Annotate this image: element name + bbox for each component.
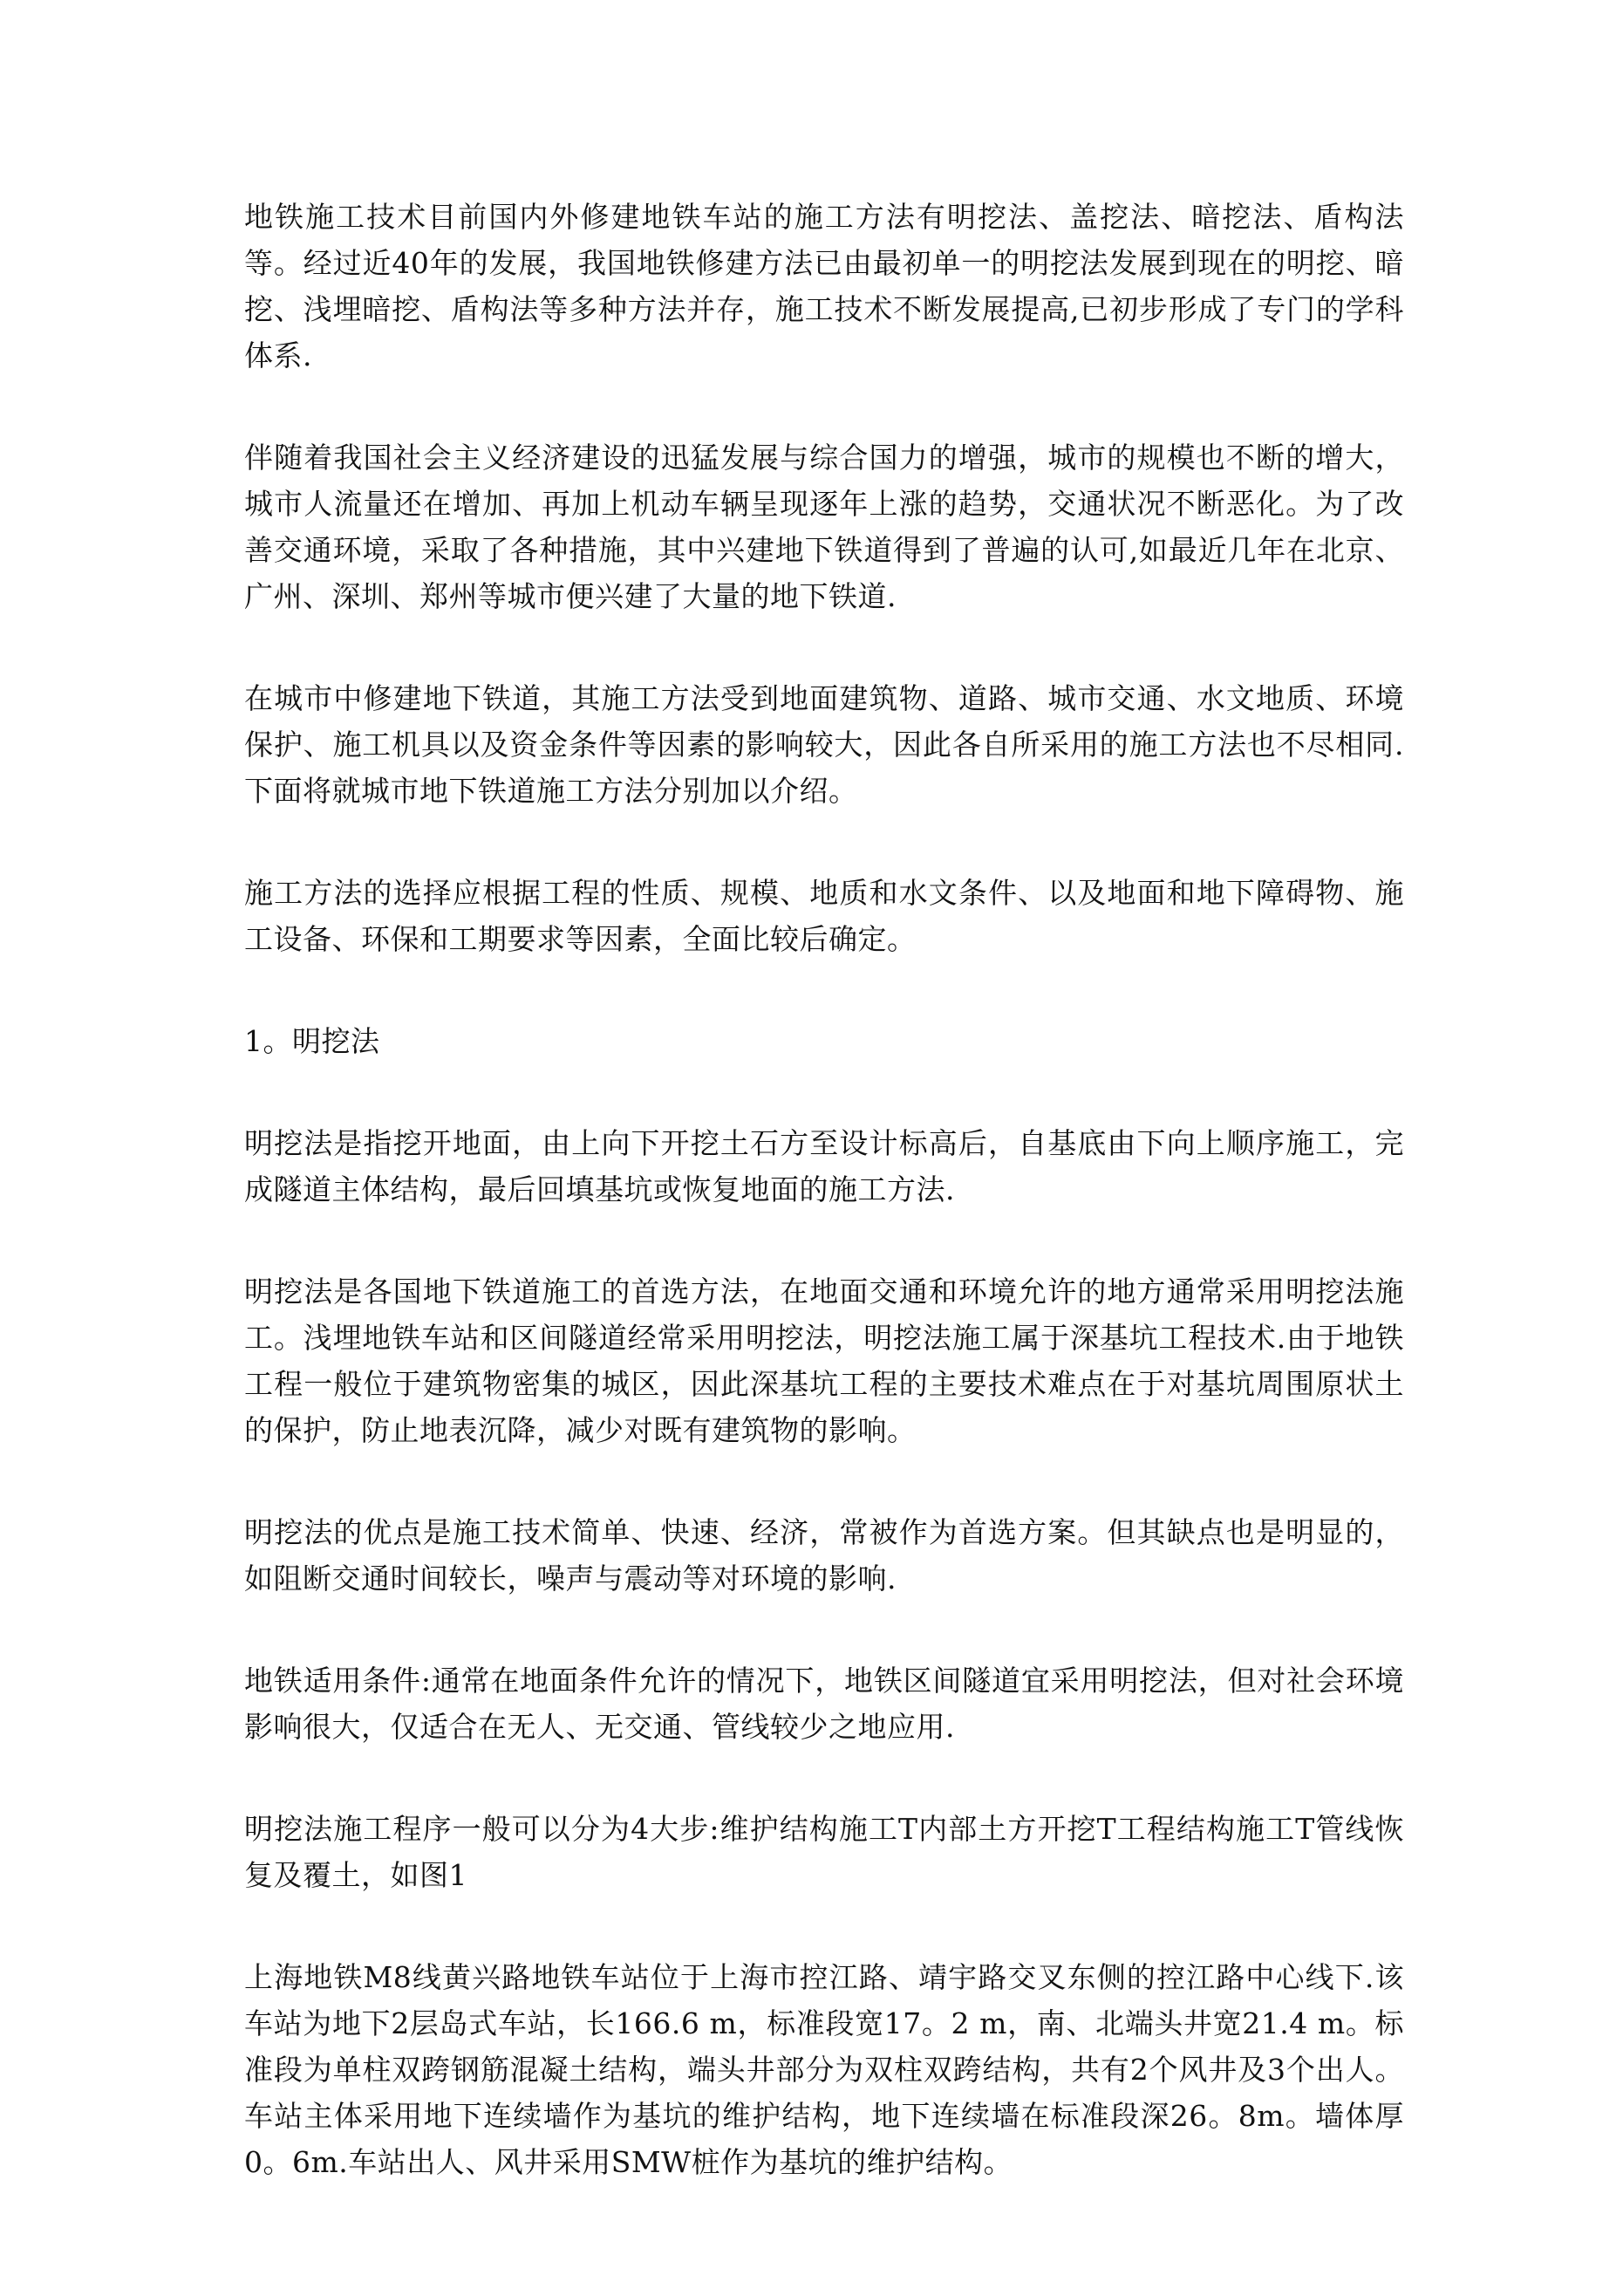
document-body xyxy=(244,194,1404,2241)
paragraph-open-cut-definition: 明挖法是指挖开地面，由上向下开挖土石方至设计标高后，自基底由下向上顺序施工，完成隧道主体结构，最后回填基坑或恢复地面的施工方法. xyxy=(244,1126,1404,1206)
paragraph-open-cut-usage: 明挖法是各国地下铁道施工的首选方法，在地面交通和环境允许的地方通常采用明挖法施工。浅埋地铁车站和区间隧道经常采用明挖法，明挖法施工属于深基坑工程技术.由于地铁工程一般位于建筑物密集的城区，因此深基坑工程的主要技术难点在于对基坑周围原状土的保护，防止地表沉降，减少对既有建筑物的影响。 xyxy=(244,1274,1404,1447)
paragraph-shanghai-case: 上海地铁M8线黄兴路地铁车站位于上海市控江路、靖宇路交叉东侧的控江路中心线下.该车站为地下2层岛式车站，长166.6 m，标准段宽17。2 m，南、北端头井宽21.4 m。标准段为单柱双跨钢筋混凝土结构，端头井部分为双柱双跨结构，共有2个风井及3个出人。车站主体采用地下连续墙作为基坑的维护结构，地下连续墙在标准段深26。8m。墙体厚0。6m.车站出人、风井采用SMW桩作为基坑的维护结构。 xyxy=(244,1960,1404,2179)
paragraph-applicable-conditions: 地铁适用条件:通常在地面条件允许的情况下，地铁区间隧道宜采用明挖法，但对社会环境影响很大，仅适合在无人、无交通、管线较少之地应用. xyxy=(244,1664,1404,1744)
paragraph-method-selection: 施工方法的选择应根据工程的性质、规模、地质和水文条件、以及地面和地下障碍物、施工设备、环保和工期要求等因素，全面比较后确定。 xyxy=(244,876,1404,956)
paragraph-intro-methods: 地铁施工技术目前国内外修建地铁车站的施工方法有明挖法、盖挖法、暗挖法、盾构法等。经过近40年的发展，我国地铁修建方法已由最初单一的明挖法发展到现在的明挖、暗挖、浅埋暗挖、盾构法等多种方法并存，施工技术不断发展提高,已初步形成了专门的学科体系. xyxy=(244,200,1404,372)
paragraph-open-cut-pros-cons: 明挖法的优点是施工技术简单、快速、经济，常被作为首选方案。但其缺点也是明显的，如阻断交通时间较长，噪声与震动等对环境的影响. xyxy=(244,1515,1404,1596)
paragraph-construction-factors: 在城市中修建地下铁道，其施工方法受到地面建筑物、道路、城市交通、水文地质、环境保护、施工机具以及资金条件等因素的影响较大，因此各自所采用的施工方法也不尽相同.下面将就城市地下铁道施工方法分别加以介绍。 xyxy=(244,681,1404,808)
paragraph-urban-development: 伴随着我国社会主义经济建设的迅猛发展与综合国力的增强，城市的规模也不断的增大，城市人流量还在增加、再加上机动车辆呈现逐年上涨的趋势，交通状况不断恶化。为了改善交通环境，采取了各种措施，其中兴建地下铁道得到了普遍的认可,如最近几年在北京、广州、深圳、郑州等城市便兴建了大量的地下铁道. xyxy=(244,441,1404,613)
paragraph-construction-steps: 明挖法施工程序一般可以分为4大步:维护结构施工T内部土方开挖T工程结构施工T管线恢复及覆土，如图1 xyxy=(244,1812,1404,1892)
section-heading-open-cut: 1。明挖法 xyxy=(244,1024,380,1058)
